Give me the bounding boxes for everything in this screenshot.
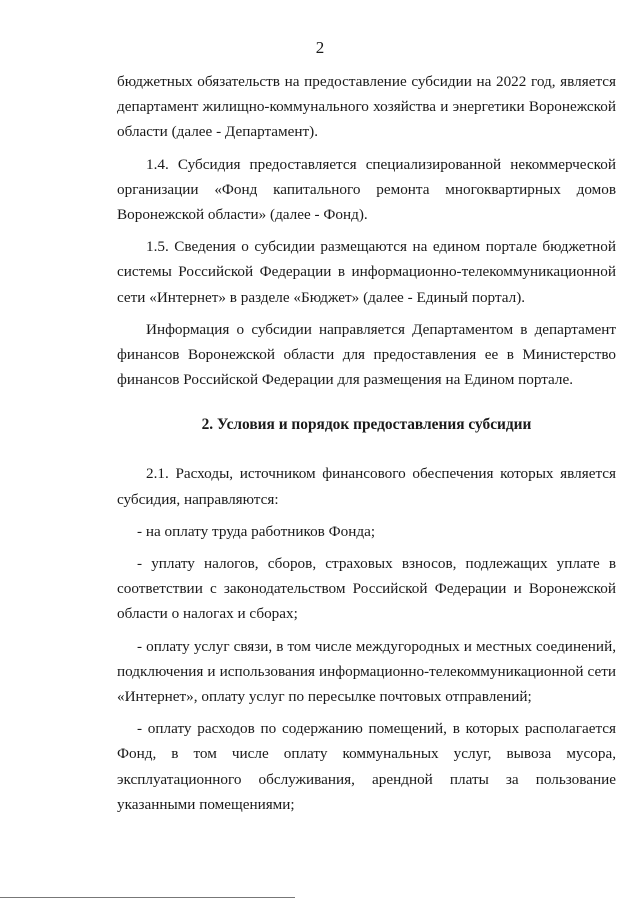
page-number: 2 bbox=[315, 38, 325, 57]
text-line: - оплату расходов по содержанию помещений, в которых располагается bbox=[137, 720, 616, 738]
paragraph-2-1 bbox=[117, 461, 616, 511]
footer-divider bbox=[0, 897, 295, 898]
text-line: бюджетных обязательств на предоставление субсидии на 2022 год, является bbox=[117, 73, 616, 90]
paragraph-information bbox=[117, 317, 616, 393]
section-heading: 2. Условия и порядок предоставления субсидии bbox=[201, 416, 532, 434]
text-line: субсидия, направляются: bbox=[117, 490, 279, 508]
text-line: - оплату услуг связи, в том числе междугородных и местных соединений, bbox=[137, 637, 616, 655]
text-line: финансов Российской Федерации для размещения на Едином портале. bbox=[117, 371, 574, 389]
text-line: 1.5. Сведения о субсидии размещаются на едином портале бюджетной bbox=[146, 238, 616, 256]
text-line: организации «Фонд капитального ремонта многоквартирных домов bbox=[117, 180, 616, 198]
text-line: Фонд, в том числе оплату коммунальных услуг, вывоза мусора, bbox=[117, 745, 616, 763]
text-line: Информация о субсидии направляется Департаментом в департамент bbox=[146, 320, 616, 338]
text-line: 1.4. Субсидия предоставляется специализированной некоммерческой bbox=[146, 155, 616, 173]
text-line: - уплату налогов, сборов, страховых взносов, подлежащих уплате в bbox=[137, 555, 616, 572]
paragraph-1-5 bbox=[117, 234, 616, 310]
text-line: области о налогах и сборах; bbox=[117, 605, 298, 623]
text-line: 2.1. Расходы, источником финансового обеспечения которых является bbox=[146, 465, 616, 483]
text-line: области (далее - Департамент). bbox=[117, 123, 319, 141]
text-line: сети «Интернет» в разделе «Бюджет» (далее - Единый портал). bbox=[117, 288, 526, 306]
text-line: департамент жилищно-коммунального хозяйства и энергетики Воронежской bbox=[117, 98, 616, 116]
list-item bbox=[117, 519, 616, 544]
text-line: соответствии с законодательством Российской Федерации и Воронежской bbox=[117, 580, 616, 598]
text-line: эксплуатационного обслуживания, арендной платы за пользование bbox=[117, 770, 616, 788]
text-line: системы Российской Федерации в информационно-телекоммуникационной bbox=[117, 263, 616, 281]
text-line: финансов Воронежской области для предоставления ее в Министерство bbox=[117, 345, 616, 363]
list-item bbox=[117, 551, 616, 627]
list-item bbox=[117, 634, 616, 710]
document-body bbox=[117, 69, 616, 817]
paragraph-continuation bbox=[117, 69, 616, 145]
text-line: - на оплату труда работников Фонда; bbox=[137, 522, 376, 540]
text-line: Воронежской области» (далее - Фонд). bbox=[117, 205, 368, 223]
text-line: подключения и использования информационно-телекоммуникационной сети bbox=[117, 662, 616, 680]
list-item bbox=[117, 716, 616, 817]
text-line: указанными помещениями; bbox=[117, 795, 295, 813]
paragraph-1-4 bbox=[117, 152, 616, 228]
text-line: «Интернет», оплату услуг по пересылке почтовых отправлений; bbox=[117, 687, 532, 705]
